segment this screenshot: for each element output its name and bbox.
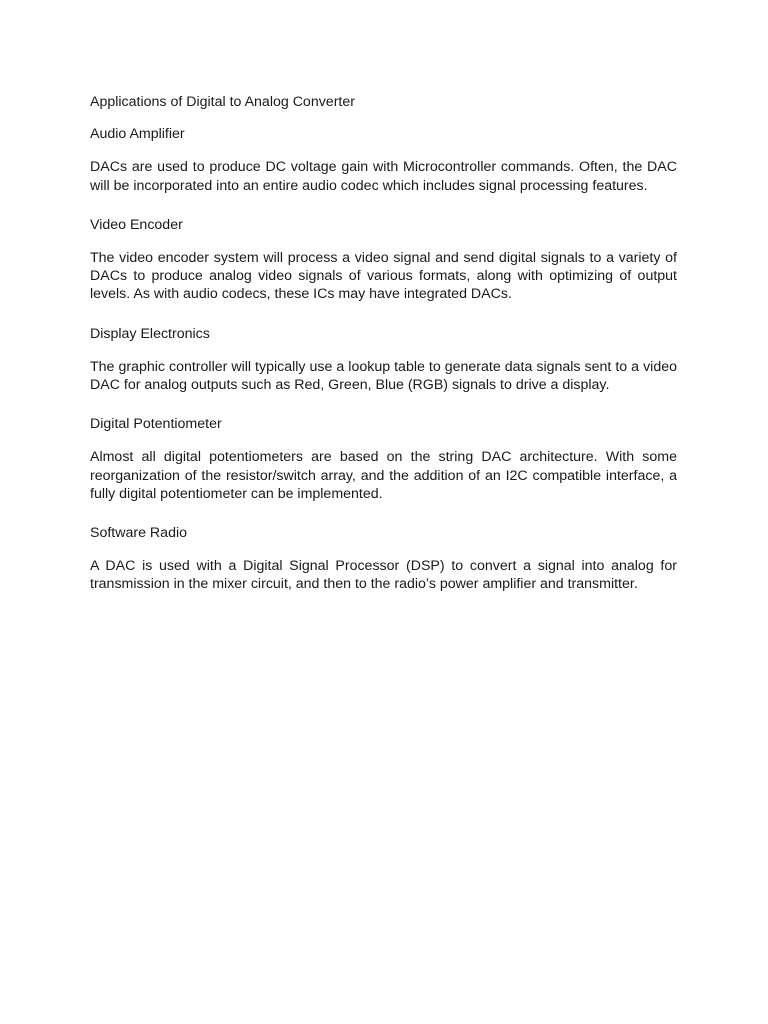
document-title: Applications of Digital to Analog Converter <box>90 94 355 110</box>
section-body-software-radio: A DAC is used with a Digital Signal Processor (DSP) to convert a signal into analog for transmission in the mixer circuit, and then to the radio’s power amplifier and transmitter. <box>90 558 677 593</box>
section-body-video-encoder: The video encoder system will process a video signal and send digital signals to a variety of DACs to produce analog video signals of various formats, along with optimizing of output levels. As with audio codecs, these ICs may have integrated DACs. <box>90 250 677 303</box>
section-body-digital-potentiometer: Almost all digital potentiometers are based on the string DAC architecture. With some reorganization of the resistor/switch array, and the addition of an I2C compatible interface, a fully digital potentiometer can be implemented. <box>90 449 677 502</box>
section-heading-software-radio: Software Radio <box>90 525 187 542</box>
section-heading-digital-potentiometer: Digital Potentiometer <box>90 416 222 433</box>
section-heading-video-encoder: Video Encoder <box>90 216 183 233</box>
section-heading-display-electronics: Display Electronics <box>90 325 210 342</box>
section-body-audio-amplifier: DACs are used to produce DC voltage gain with Microcontroller commands. Often, the DAC will be incorporated into an entire audio codec which includes signal processing features. <box>90 159 677 194</box>
section-body-display-electronics: The graphic controller will typically use a lookup table to generate data signals sent to a video DAC for analog outputs such as Red, Green, Blue (RGB) signals to drive a display. <box>90 358 677 394</box>
document-body <box>90 93 677 615</box>
section-heading-audio-amplifier: Audio Amplifier <box>90 126 185 143</box>
